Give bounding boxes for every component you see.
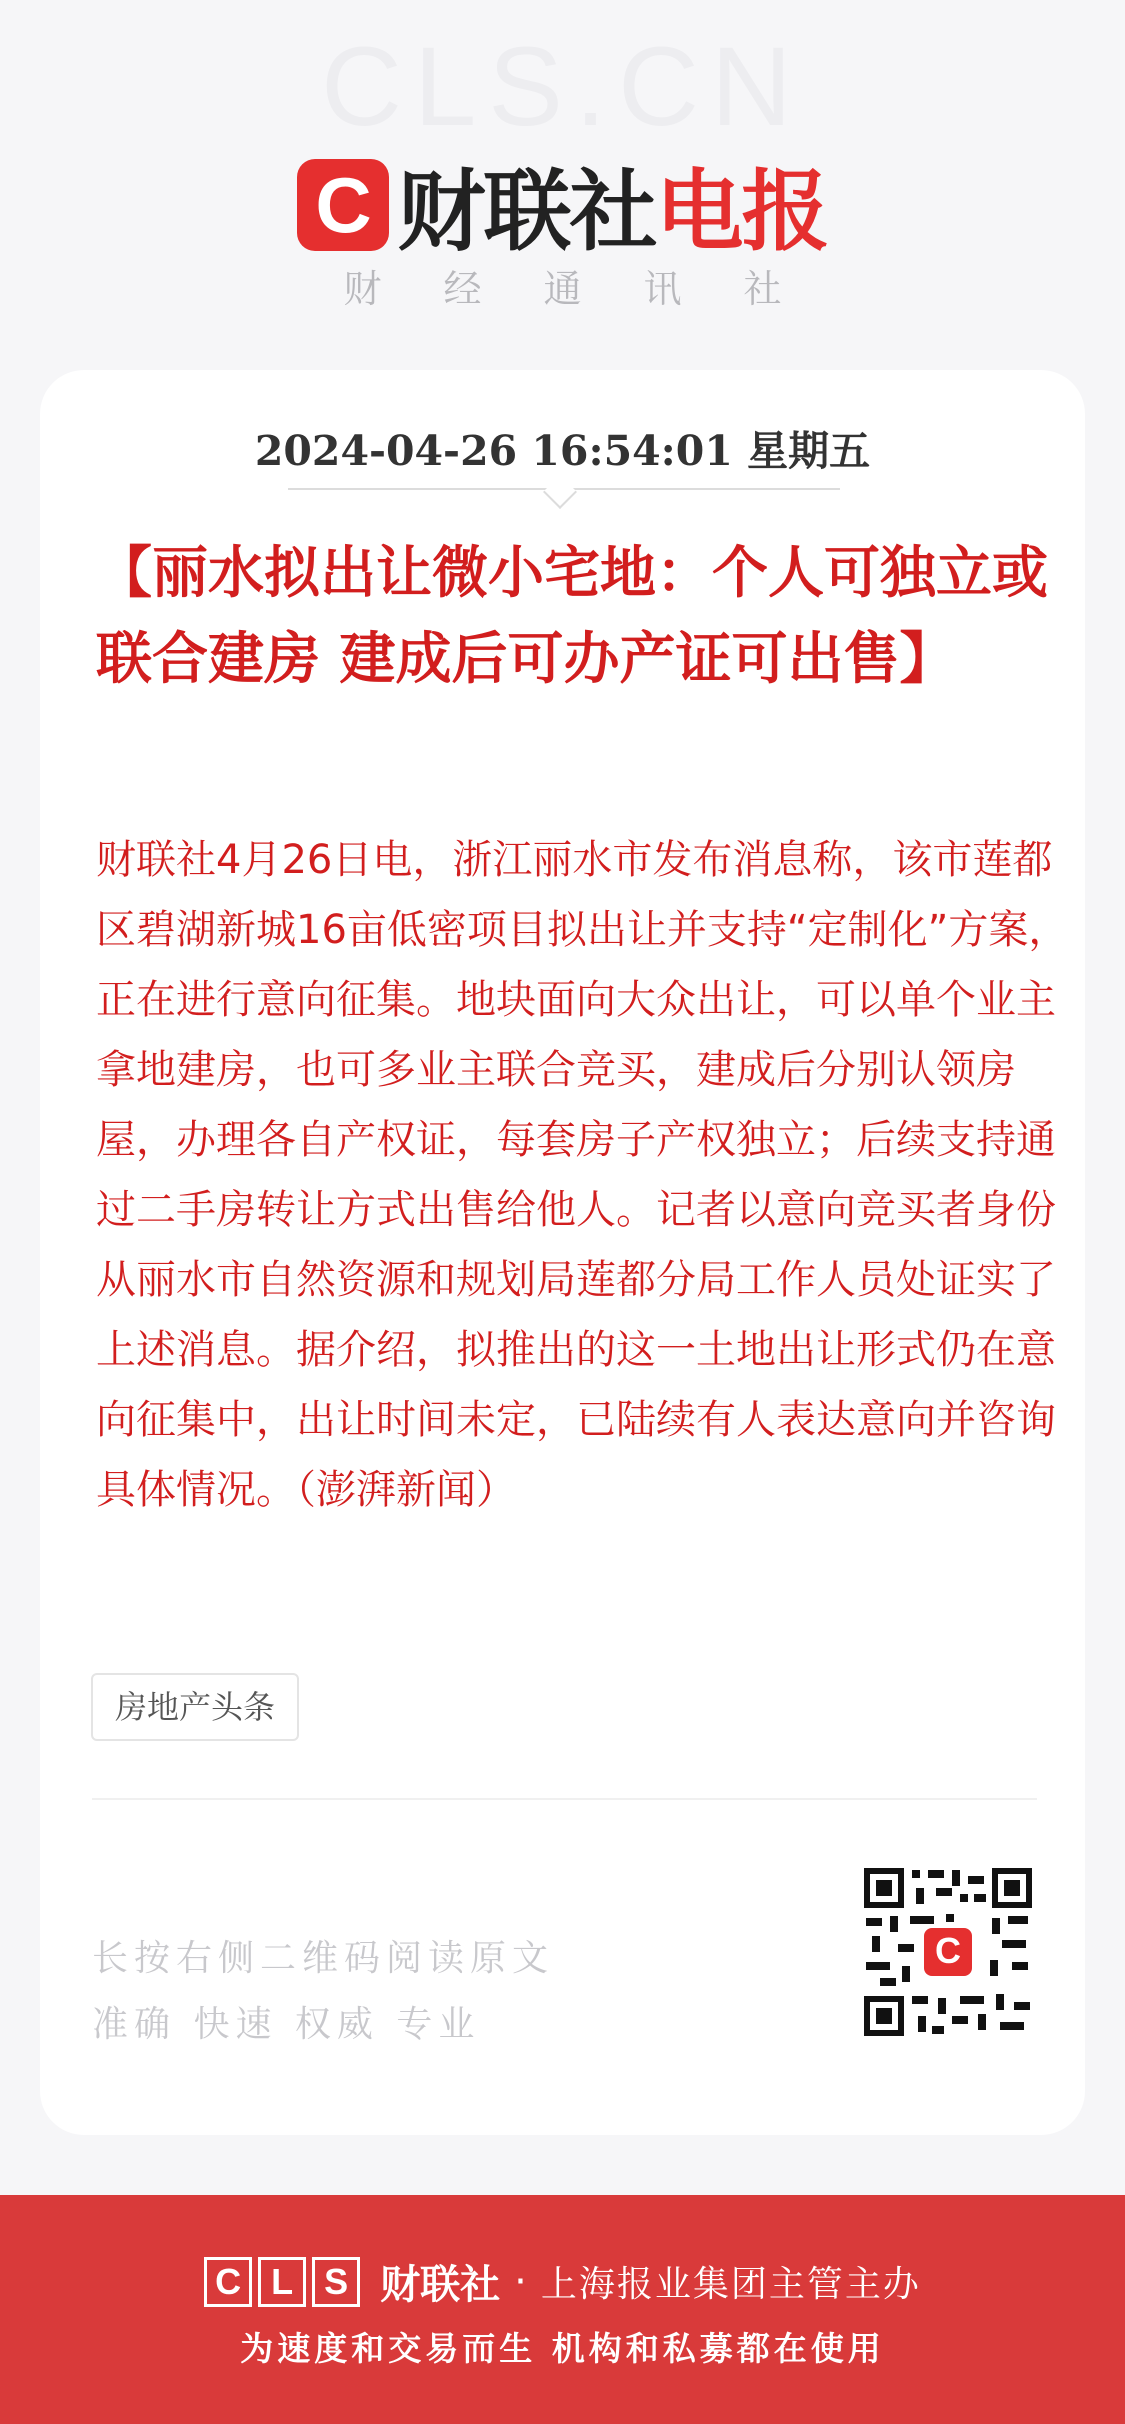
banner-separator: · (514, 2258, 527, 2305)
svg-text:C: C (935, 1930, 961, 1971)
cls-logo-icon: C (297, 159, 389, 251)
cls-box-c: C (204, 2257, 252, 2307)
banner-title (0, 2253, 1125, 2310)
date-notch-icon (543, 475, 577, 509)
bottom-banner (0, 2195, 1125, 2424)
topic-tag[interactable]: 房地产头条 (91, 1673, 299, 1741)
article-datetime: 2024-04-26 16:54:01 星期五 (254, 427, 871, 475)
banner-brand: 财联社 (380, 2262, 501, 2308)
cls-box-s: S (312, 2257, 360, 2307)
brand-suffix: 电报 (655, 160, 828, 263)
qr-code-icon[interactable] (862, 1866, 1034, 2038)
cls-box-l: L (258, 2257, 306, 2307)
brand-header (0, 142, 1125, 268)
article-card (40, 370, 1085, 2135)
cls-watermark: CLS.CN (321, 24, 804, 149)
brand-subtitle: 财经通讯社 (343, 267, 844, 311)
article-headline: 【丽水拟出让微小宅地：个人可独立或联合建房 建成后可办产证可出售】 (96, 540, 1048, 692)
banner-org: 上海报业集团主管主办 (540, 2264, 921, 2305)
card-divider (92, 1798, 1037, 1800)
brand-tagline: 准确 快速 权威 专业 (92, 2004, 481, 2045)
banner-slogan: 为速度和交易而生 机构和私募都在使用 (240, 2329, 885, 2368)
qr-instruction: 长按右侧二维码阅读原文 (92, 1938, 555, 1979)
brand-name: 财联社 (397, 160, 656, 263)
article-body: 财联社4月26日电，浙江丽水市发布消息称，该市莲都区碧湖新城16亩低密项目拟出让并支持“定制化”方案，正在进行意向征集。地块面向大众出让，可以单个业主拿地建房，也可多业主联合竞买，建成后分别认领房屋，办理各自产权证，每套房子产权独立；后续支持通过二手房转让方式出售给他人。记者以意向竞买者身份从丽水市自然资源和规划局莲都分局工作人员处证实了上述消息。据介绍，拟推出的这一土地出让形式仍在意向征集中，出让时间未定，已陆续有人表达意向并咨询具体情况。（澎湃新闻） (96, 837, 1069, 1513)
